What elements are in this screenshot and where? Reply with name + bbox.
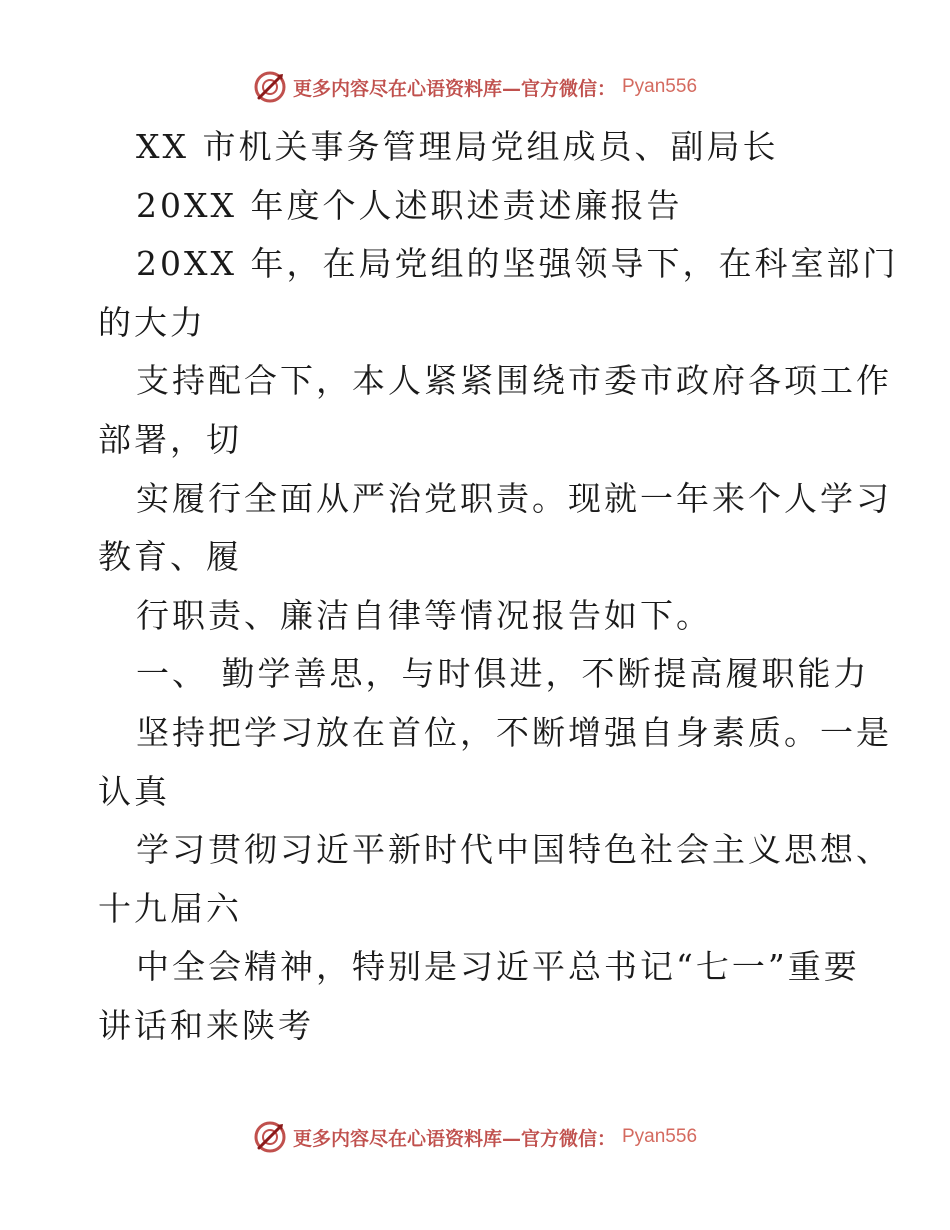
banner-text: 更多内容尽在心语资料库—官方微信： [292, 77, 616, 100]
banner-text: 更多内容尽在心语资料库—官方微信： [292, 1127, 616, 1150]
line-4: 的大力 [98, 302, 206, 342]
line-11: 坚持把学习放在首位，不断增强自身素质。一是 [136, 712, 892, 752]
line-9: 行职责、廉洁自律等情况报告如下。 [136, 595, 712, 635]
brand-logo-icon [253, 1120, 287, 1154]
line-6: 部署，切 [98, 419, 242, 459]
document-body [98, 118, 899, 1056]
line-8: 教育、履 [98, 537, 242, 577]
banner-contact: Pyan556 [622, 76, 698, 97]
line-13: 学习贯彻习近平新时代中国特色社会主义思想、 [136, 830, 892, 870]
footer-banner [0, 1120, 950, 1154]
line-2: 20XX 年度个人述职述责述廉报告 [136, 185, 683, 225]
line-16: 讲话和来陕考 [98, 1005, 314, 1045]
line-14: 十九届六 [98, 888, 242, 928]
line-5: 支持配合下，本人紧紧围绕市委市政府各项工作 [136, 361, 892, 401]
line-3: 20XX 年，在局党组的坚强领导下，在科室部门 [136, 244, 899, 284]
line-7: 实履行全面从严治党职责。现就一年来个人学习 [136, 478, 892, 518]
brand-logo-icon [253, 70, 287, 104]
line-10: 一、 勤学善思，与时俱进，不断提高履职能力 [136, 654, 870, 694]
line-15: 中全会精神，特别是习近平总书记“七一”重要 [136, 947, 860, 987]
line-1: XX 市机关事务管理局党组成员、副局长 [136, 127, 779, 166]
banner-contact: Pyan556 [622, 1126, 698, 1147]
header-banner [0, 70, 950, 104]
line-12: 认真 [98, 771, 170, 811]
